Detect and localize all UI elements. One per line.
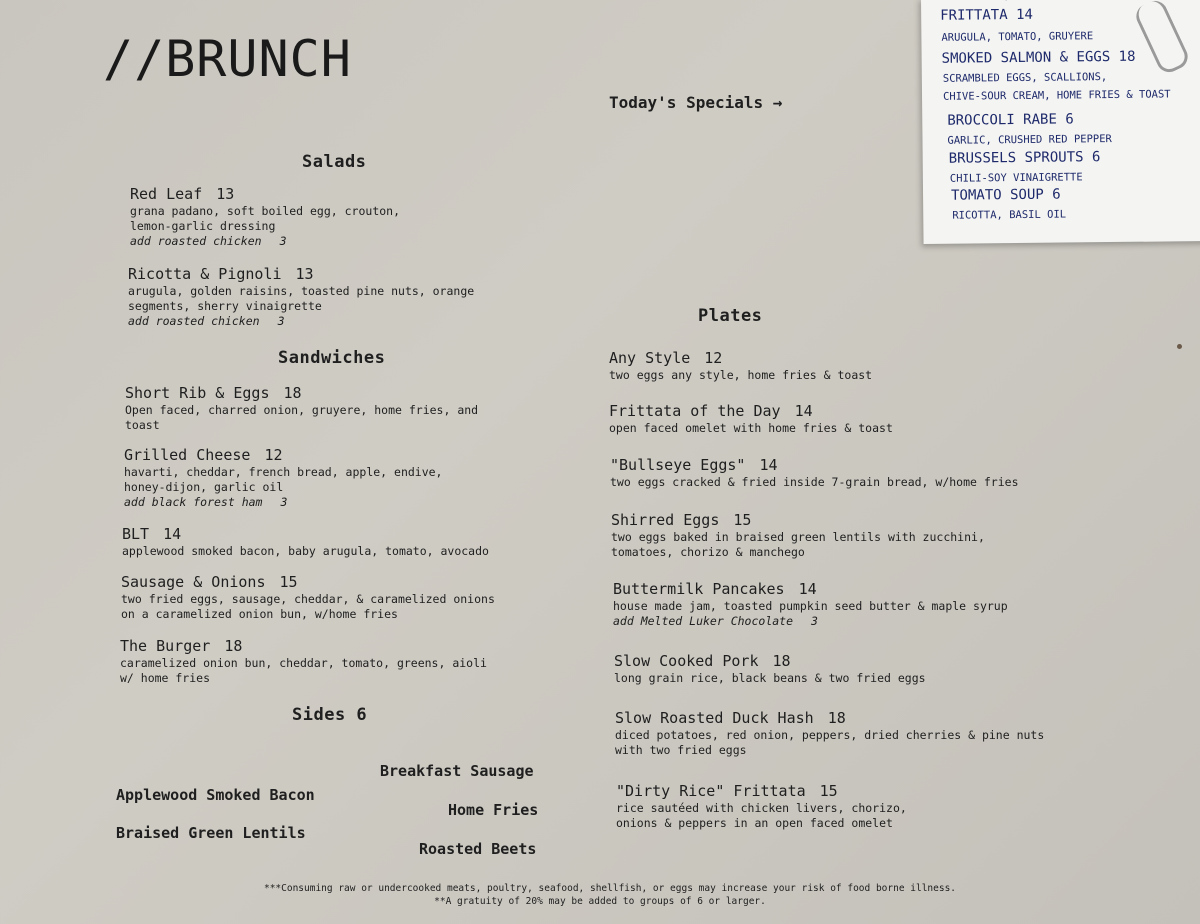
salads-heading: Salads <box>302 152 367 172</box>
item-description: diced potatoes, red onion, peppers, dried cherries & pine nuts <box>615 728 1045 742</box>
menu-item-bullseye-eggs <box>610 456 1019 490</box>
side-item: Home Fries <box>448 801 539 819</box>
item-description: two eggs baked in braised green lentils with zucchini, <box>611 530 985 544</box>
item-addon-price: 3 <box>280 495 288 509</box>
special-description: CHIVE-SOUR CREAM, HOME FRIES & TOAST <box>942 88 1171 103</box>
item-addon: add roasted chicken <box>130 234 262 248</box>
footer-gratuity-notice: **A gratuity of 20% may be added to groups of 6 or larger. <box>434 896 766 907</box>
item-price: 14 <box>798 580 817 598</box>
footer-health-notice: ***Consuming raw or undercooked meats, poultry, seafood, shellfish, or eggs may increase your risk of food borne illness. <box>263 883 957 894</box>
menu-item-red-leaf <box>130 185 400 249</box>
item-addon-price: 3 <box>811 614 818 628</box>
item-description: with two fried eggs <box>615 743 747 757</box>
item-price: 15 <box>819 782 838 800</box>
item-name: Slow Roasted Duck Hash <box>615 709 814 727</box>
menu-item-buttermilk-pancakes <box>613 580 1008 629</box>
side-item: Roasted Beets <box>419 840 537 858</box>
menu-item-sausage-onions <box>121 573 495 622</box>
item-price: 15 <box>733 511 752 529</box>
item-description: caramelized onion bun, cheddar, tomato, greens, aioli <box>120 656 487 670</box>
item-name: Slow Cooked Pork <box>614 652 759 670</box>
item-addon-price: 3 <box>277 314 285 328</box>
item-description: segments, sherry vinaigrette <box>128 299 322 313</box>
menu-item-dirty-rice-frittata <box>616 782 907 831</box>
item-name: "Dirty Rice" Frittata <box>616 782 806 800</box>
menu-item-grilled-cheese <box>124 446 443 510</box>
item-description: onions & peppers in an open faced omelet <box>616 816 893 830</box>
item-price: 18 <box>827 709 846 727</box>
plates-heading: Plates <box>698 306 763 326</box>
pin-mark <box>1177 344 1182 349</box>
item-name: Grilled Cheese <box>124 446 251 464</box>
todays-specials-link: Today's Specials → <box>609 93 783 112</box>
item-price: 13 <box>295 265 314 283</box>
item-addon-price: 3 <box>279 234 287 248</box>
item-price: 18 <box>224 637 243 655</box>
item-description: two fried eggs, sausage, cheddar, & caramelized onions <box>121 592 495 606</box>
item-description: havarti, cheddar, french bread, apple, endive, <box>124 465 443 479</box>
item-description: house made jam, toasted pumpkin seed butter & maple syrup <box>613 599 1008 613</box>
item-description: open faced omelet with home fries & toast <box>609 421 893 435</box>
item-price: 14 <box>794 402 813 420</box>
item-name: Short Rib & Eggs <box>125 384 270 402</box>
item-description: grana padano, soft boiled egg, crouton, <box>130 204 401 218</box>
item-description: honey-dijon, garlic oil <box>124 480 284 494</box>
special-name: SMOKED SALMON & EGGS 18 <box>941 48 1136 67</box>
item-name: Any Style <box>609 349 691 367</box>
specials-card-header <box>955 0 1119 2</box>
menu-item-any-style <box>609 349 872 383</box>
item-description: rice sautéed with chicken livers, chorizo, <box>616 801 907 815</box>
item-name: Shirred Eggs <box>611 511 720 529</box>
item-price: 15 <box>279 573 298 591</box>
special-name: BROCCOLI RABE 6 <box>947 111 1074 129</box>
special-description: GARLIC, CRUSHED RED PEPPER <box>947 133 1112 147</box>
item-price: 12 <box>704 349 723 367</box>
item-name: Ricotta & Pignoli <box>128 265 282 283</box>
item-description: two eggs cracked & fried inside 7-grain bread, w/home fries <box>610 475 1019 489</box>
menu-item-duck-hash <box>615 709 1044 758</box>
sandwiches-heading: Sandwiches <box>278 348 386 368</box>
menu-item-short-rib <box>125 384 478 433</box>
item-name: Frittata of the Day <box>609 402 781 420</box>
item-description: two eggs any style, home fries & toast <box>609 368 873 382</box>
item-price: 18 <box>772 652 791 670</box>
item-name: "Bullseye Eggs" <box>610 456 746 474</box>
special-name: TOMATO SOUP 6 <box>950 186 1061 204</box>
item-addon: add Melted Luker Chocolate <box>613 614 794 628</box>
item-description: on a caramelized onion bun, w/home fries <box>121 607 398 621</box>
item-addon: add black forest ham <box>124 495 263 509</box>
item-name: Red Leaf <box>130 185 203 203</box>
item-name: The Burger <box>120 637 211 655</box>
item-addon: add roasted chicken <box>128 314 260 328</box>
menu-item-the-burger <box>120 637 487 686</box>
special-name: FRITTATA 14 <box>940 6 1033 24</box>
menu-item-ricotta-pignoli <box>128 265 474 329</box>
menu-item-slow-cooked-pork <box>614 652 926 686</box>
special-description: RICOTTA, BASIL OIL <box>952 208 1067 222</box>
item-price: 14 <box>759 456 778 474</box>
item-description: long grain rice, black beans & two fried eggs <box>614 671 926 685</box>
special-description: CHILI-SOY VINAIGRETTE <box>949 171 1083 185</box>
special-description: SCRAMBLED EGGS, SCALLIONS, <box>942 71 1108 85</box>
item-description: Open faced, charred onion, gruyere, home fries, and <box>125 403 479 417</box>
side-item: Braised Green Lentils <box>116 824 306 842</box>
menu-item-frittata-of-the-day <box>609 402 893 436</box>
item-price: 12 <box>264 446 283 464</box>
menu-title: //BRUNCH <box>103 30 352 88</box>
item-description: tomatoes, chorizo & manchego <box>611 545 805 559</box>
item-description: w/ home fries <box>120 671 211 685</box>
item-description: applewood smoked bacon, baby arugula, tomato, avocado <box>122 544 489 558</box>
sides-heading: Sides 6 <box>292 705 368 725</box>
item-name: BLT <box>122 525 150 543</box>
item-price: 18 <box>283 384 302 402</box>
menu-item-shirred-eggs <box>611 511 985 560</box>
item-price: 13 <box>216 185 235 203</box>
special-name: BRUSSELS SPROUTS 6 <box>948 149 1101 167</box>
item-name: Sausage & Onions <box>121 573 266 591</box>
item-description: arugula, golden raisins, toasted pine nuts, orange <box>128 284 475 298</box>
item-name: Buttermilk Pancakes <box>613 580 785 598</box>
item-description: toast <box>125 418 160 432</box>
side-item: Applewood Smoked Bacon <box>116 786 315 804</box>
item-price: 14 <box>163 525 182 543</box>
side-item: Breakfast Sausage <box>380 762 534 780</box>
item-description: lemon-garlic dressing <box>130 219 276 233</box>
special-description: ARUGULA, TOMATO, GRUYERE <box>941 30 1094 44</box>
menu-item-blt <box>122 525 489 559</box>
